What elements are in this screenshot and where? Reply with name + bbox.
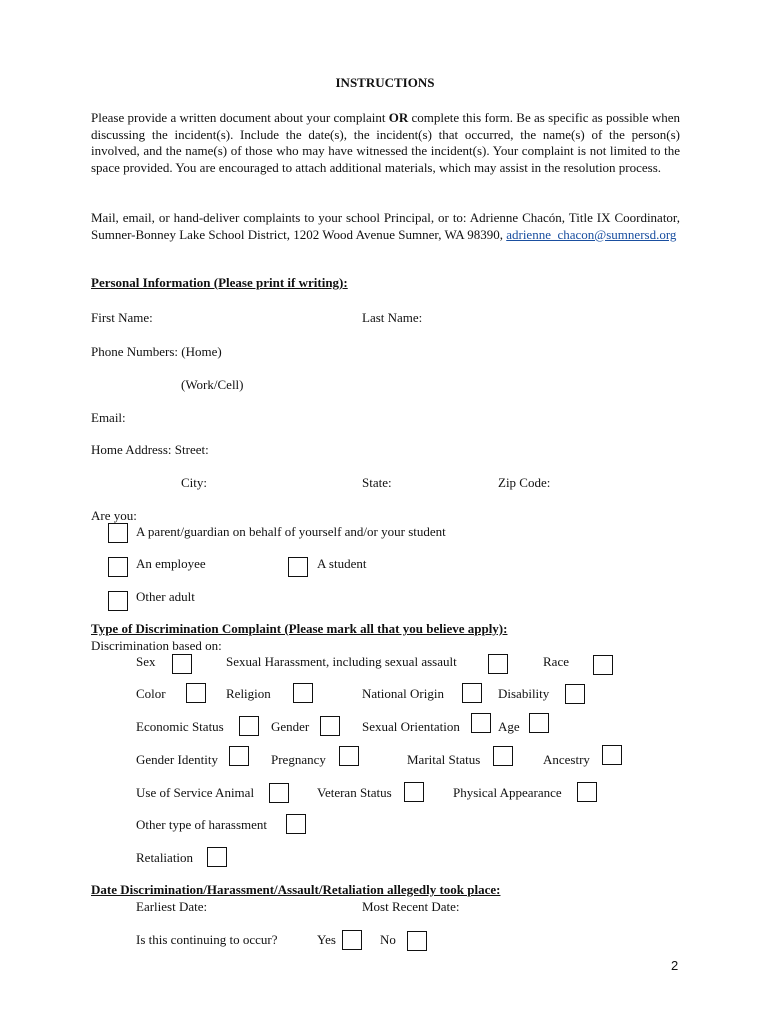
- pregnancy-checkbox[interactable]: [339, 746, 359, 766]
- home-address-label: Home Address: Street:: [91, 442, 209, 457]
- other-adult-checkbox[interactable]: [108, 591, 128, 611]
- retaliation-label: Retaliation: [136, 850, 194, 865]
- gender-identity-label: Gender Identity: [136, 752, 218, 767]
- gender-identity-checkbox[interactable]: [229, 746, 249, 766]
- color-checkbox[interactable]: [186, 683, 206, 703]
- service-animal-label: Use of Service Animal: [136, 785, 255, 800]
- religion-checkbox[interactable]: [293, 683, 313, 703]
- employee-label: An employee: [136, 556, 206, 571]
- sexual-harassment-checkbox[interactable]: [488, 654, 508, 674]
- color-label: Color: [136, 686, 166, 701]
- retaliation-checkbox[interactable]: [207, 847, 227, 867]
- first-name-label: First Name:: [91, 310, 153, 325]
- student-label: A student: [317, 556, 367, 571]
- religion-label: Religion: [226, 686, 271, 701]
- other-adult-label: Other adult: [136, 589, 195, 604]
- city-label: City:: [181, 475, 208, 490]
- instructions-text-end: complete this form. Be as specific as possible when discussing the incident(s). Include the date(s), the incident(s) that occurred, the name(s) of the person(s) involved, and the name(s) of those who may have witnessed the incident(s). Your complaint is not limited to the space provided. You are encouraged to attach additional materials, which may assist in the resolution process.: [91, 110, 680, 175]
- discrimination-based-on-label: Discrimination based on:: [91, 638, 222, 653]
- parent-guardian-checkbox[interactable]: [108, 523, 128, 543]
- sex-checkbox[interactable]: [172, 654, 192, 674]
- age-label: Age: [498, 719, 520, 734]
- pregnancy-label: Pregnancy: [271, 752, 326, 767]
- no-label: No: [380, 932, 396, 947]
- marital-status-label: Marital Status: [407, 752, 481, 767]
- yes-label: Yes: [317, 932, 336, 947]
- coordinator-email-link[interactable]: adrienne_chacon@sumnersd.org: [506, 226, 677, 242]
- instructions-heading: INSTRUCTIONS: [335, 75, 435, 90]
- mail-instructions: [91, 210, 680, 243]
- phone-work-label: (Work/Cell): [181, 377, 244, 392]
- state-label: State:: [362, 475, 392, 490]
- gender-label: Gender: [271, 719, 310, 734]
- dates-heading: Date Discrimination/Harassment/Assault/Retaliation allegedly took place:: [91, 882, 501, 897]
- economic-status-checkbox[interactable]: [239, 716, 259, 736]
- personal-info-heading: Personal Information (Please print if writing):: [91, 275, 348, 290]
- service-animal-checkbox[interactable]: [269, 783, 289, 803]
- mail-instructions-text: Mail, email, or hand-deliver complaints to your school Principal, or to: Adrienne Chacón, Title IX Coordinator, Sumner-Bonney Lake School District, 1202 Wood Avenue Sumner, WA 98390,: [91, 210, 680, 242]
- sexual-orientation-label: Sexual Orientation: [362, 719, 460, 734]
- other-harassment-checkbox[interactable]: [286, 814, 306, 834]
- instructions-text-start: Please provide a written document about your complaint: [91, 110, 389, 125]
- gender-checkbox[interactable]: [320, 716, 340, 736]
- economic-status-label: Economic Status: [136, 719, 224, 734]
- continuing-question: Is this continuing to occur?: [136, 932, 278, 947]
- student-checkbox[interactable]: [288, 557, 308, 577]
- ancestry-checkbox[interactable]: [602, 745, 622, 765]
- are-you-label: Are you:: [91, 508, 137, 523]
- veteran-status-checkbox[interactable]: [404, 782, 424, 802]
- phone-home-label: Phone Numbers: (Home): [91, 344, 222, 359]
- veteran-status-label: Veteran Status: [317, 785, 392, 800]
- zip-code-label: Zip Code:: [498, 475, 551, 490]
- employee-checkbox[interactable]: [108, 557, 128, 577]
- no-checkbox[interactable]: [407, 931, 427, 951]
- race-checkbox[interactable]: [593, 655, 613, 675]
- national-origin-checkbox[interactable]: [462, 683, 482, 703]
- marital-status-checkbox[interactable]: [493, 746, 513, 766]
- last-name-label: Last Name:: [362, 310, 423, 325]
- ancestry-label: Ancestry: [543, 752, 590, 767]
- age-checkbox[interactable]: [529, 713, 549, 733]
- earliest-date-label: Earliest Date:: [136, 899, 208, 914]
- physical-appearance-checkbox[interactable]: [577, 782, 597, 802]
- most-recent-date-label: Most Recent Date:: [362, 899, 460, 914]
- other-harassment-label: Other type of harassment: [136, 817, 268, 832]
- instructions-paragraph: [91, 110, 680, 176]
- race-label: Race: [543, 654, 569, 669]
- page-number: 2: [671, 958, 679, 973]
- sexual-orientation-checkbox[interactable]: [471, 713, 491, 733]
- sex-label: Sex: [136, 654, 156, 669]
- sexual-harassment-label: Sexual Harassment, including sexual assault: [226, 654, 457, 669]
- disability-label: Disability: [498, 686, 550, 701]
- yes-checkbox[interactable]: [342, 930, 362, 950]
- discrimination-type-heading: Type of Discrimination Complaint (Please mark all that you believe apply):: [91, 621, 508, 636]
- parent-guardian-label: A parent/guardian on behalf of yourself and/or your student: [136, 524, 446, 539]
- email-label: Email:: [91, 410, 126, 425]
- national-origin-label: National Origin: [362, 686, 444, 701]
- instructions-or: OR: [388, 110, 409, 125]
- disability-checkbox[interactable]: [565, 684, 585, 704]
- physical-appearance-label: Physical Appearance: [453, 785, 562, 800]
